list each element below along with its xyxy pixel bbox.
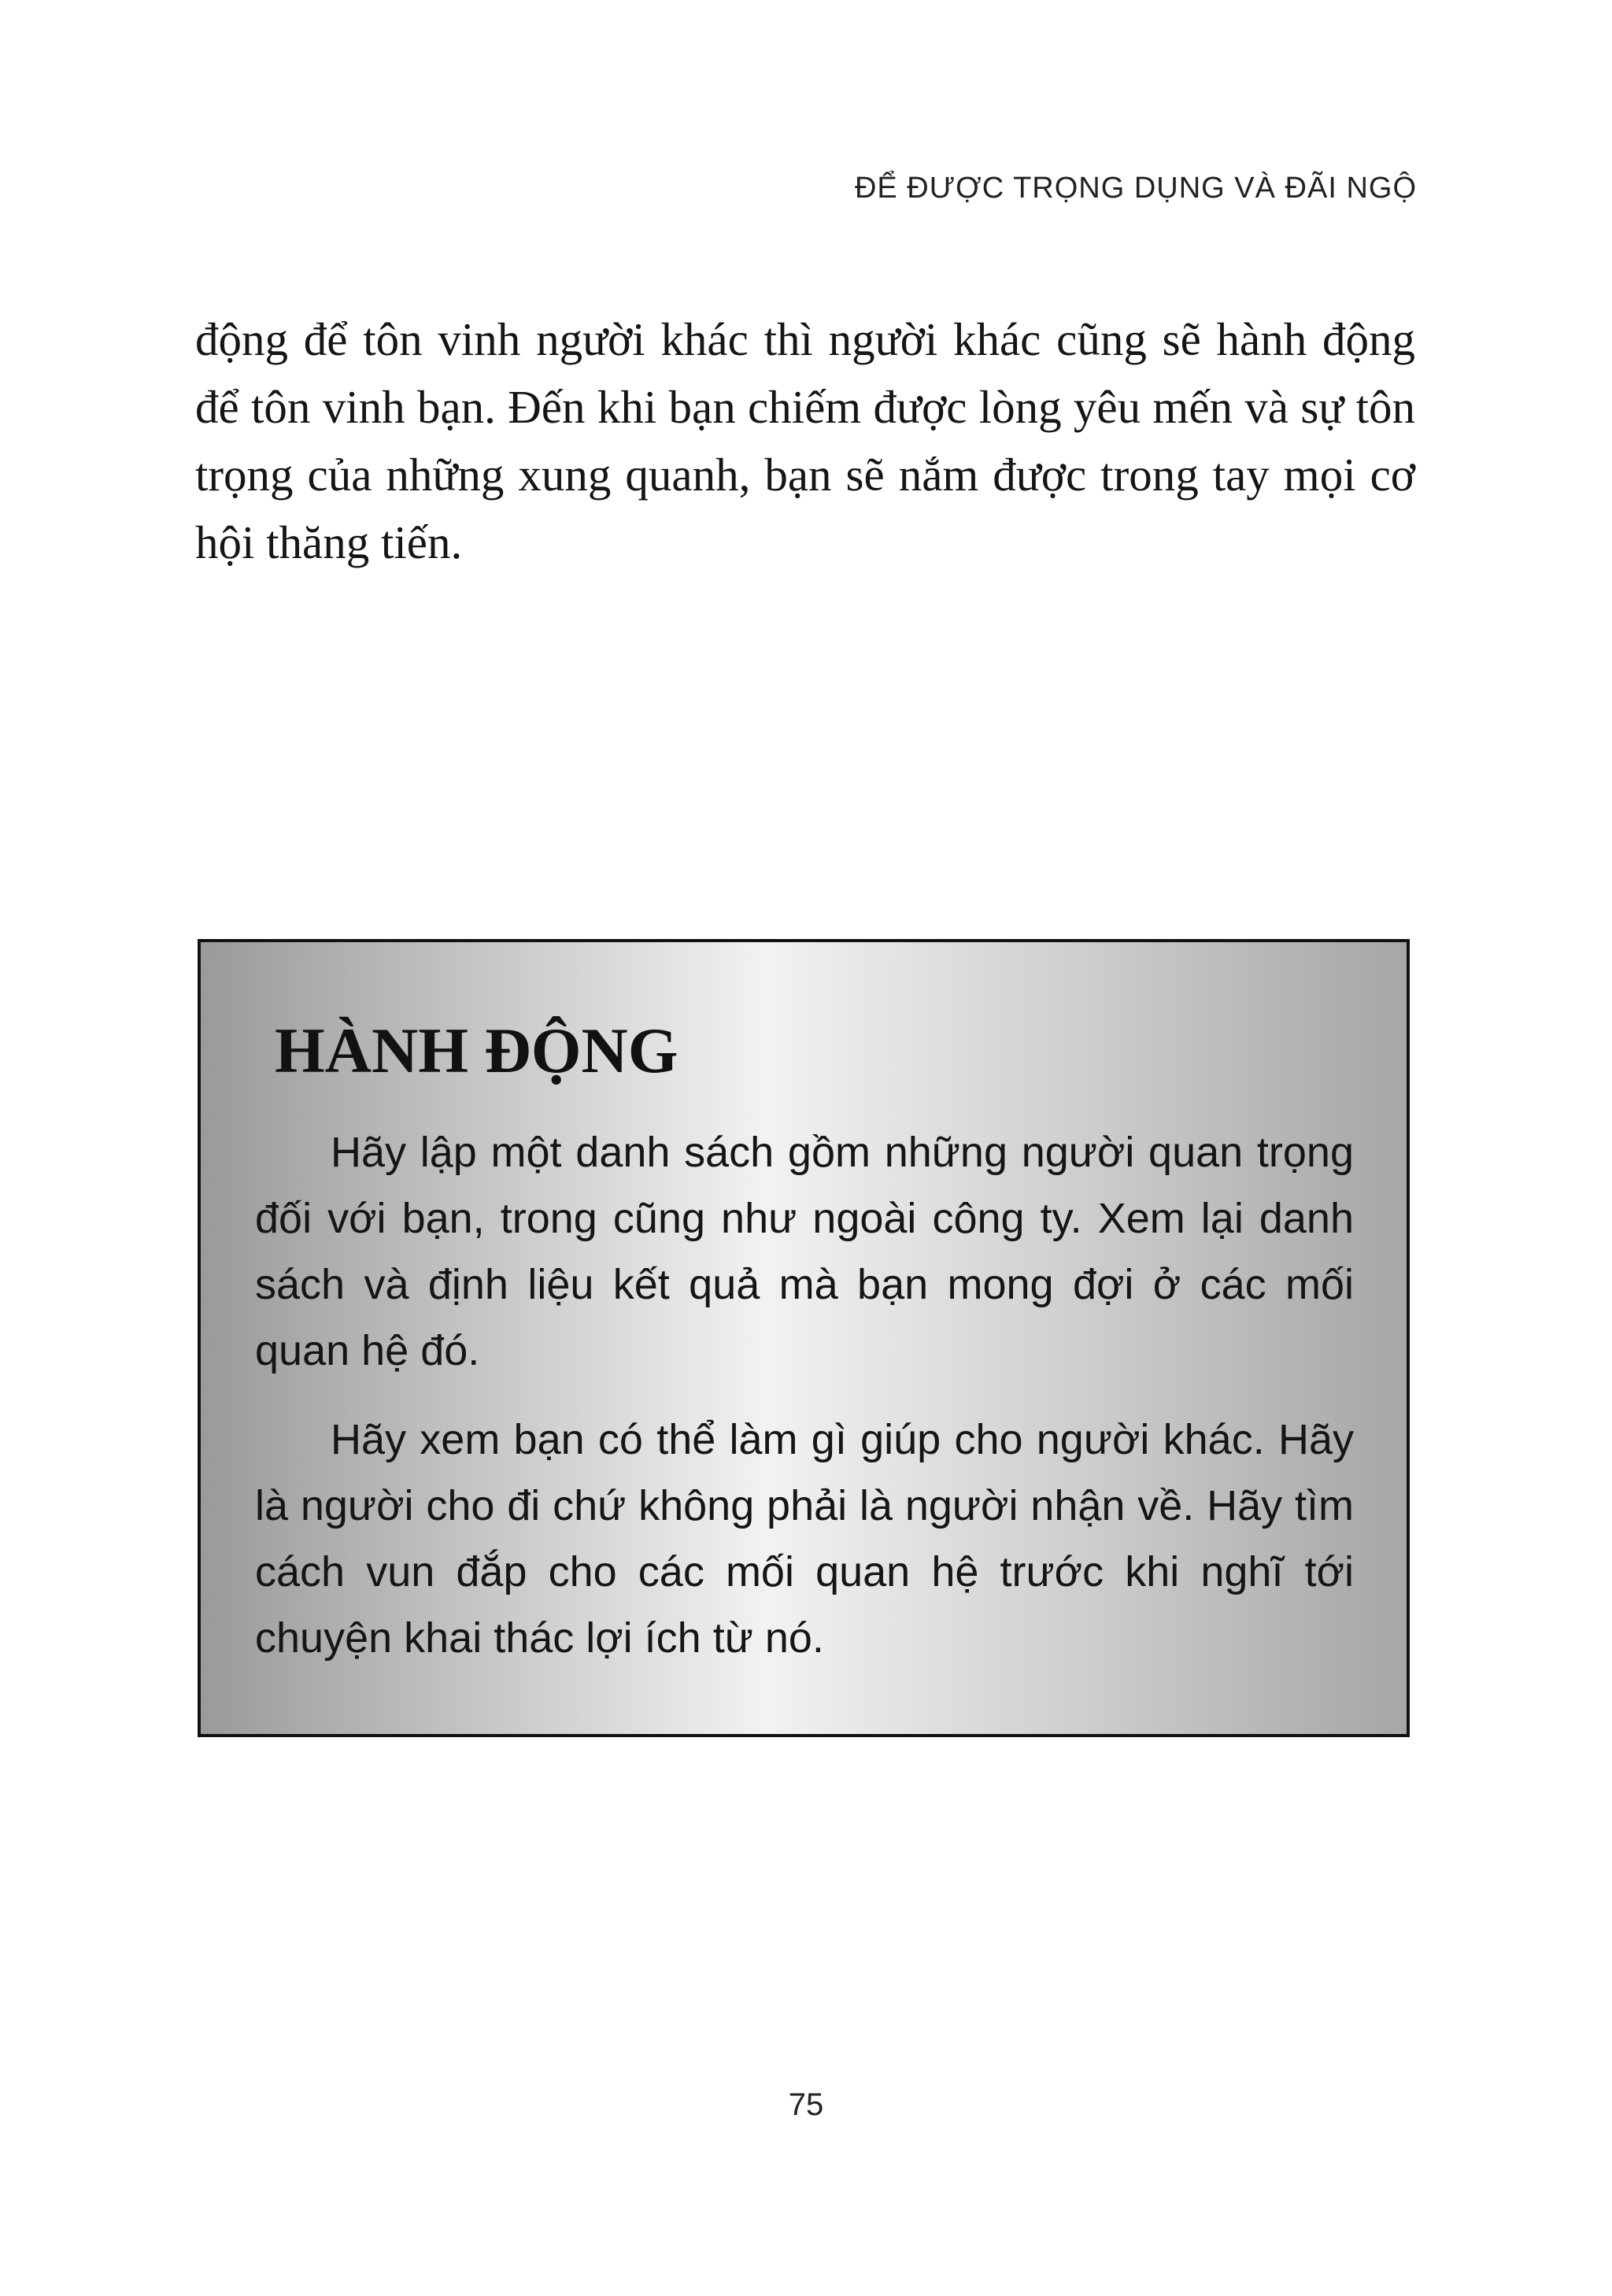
action-box-paragraph-1: Hãy lập một danh sách gồm những người quan trọng đối với bạn, trong cũng như ngoài công ty. Xem lại danh sách và định liệu kết quả mà bạn mong đợi ở các mối quan hệ đó. xyxy=(255,1129,1354,1374)
action-box-title: HÀNH ĐỘNG xyxy=(275,1015,678,1086)
action-box xyxy=(198,939,1410,1737)
action-box-paragraph-2: Hãy xem bạn có thể làm gì giúp cho người khác. Hãy là người cho đi chứ không phải là người nhận về. Hãy tìm cách vun đắp cho các mối quan hệ trước khi nghĩ tới chuyện khai thác lợi ích từ nó. xyxy=(255,1416,1354,1662)
running-header: ĐỂ ĐƯỢC TRỌNG DỤNG VÀ ĐÃI NGỘ xyxy=(854,172,1417,205)
body-paragraph: động để tôn vinh người khác thì người khác cũng sẽ hành động để tôn vinh bạn. Đến khi bạn chiếm được lòng yêu mến và sự tôn trọng của những xung quanh, bạn sẽ nắm được trong tay mọi cơ hội thăng tiến. xyxy=(195,313,1415,568)
page-number: 75 xyxy=(788,2087,824,2122)
